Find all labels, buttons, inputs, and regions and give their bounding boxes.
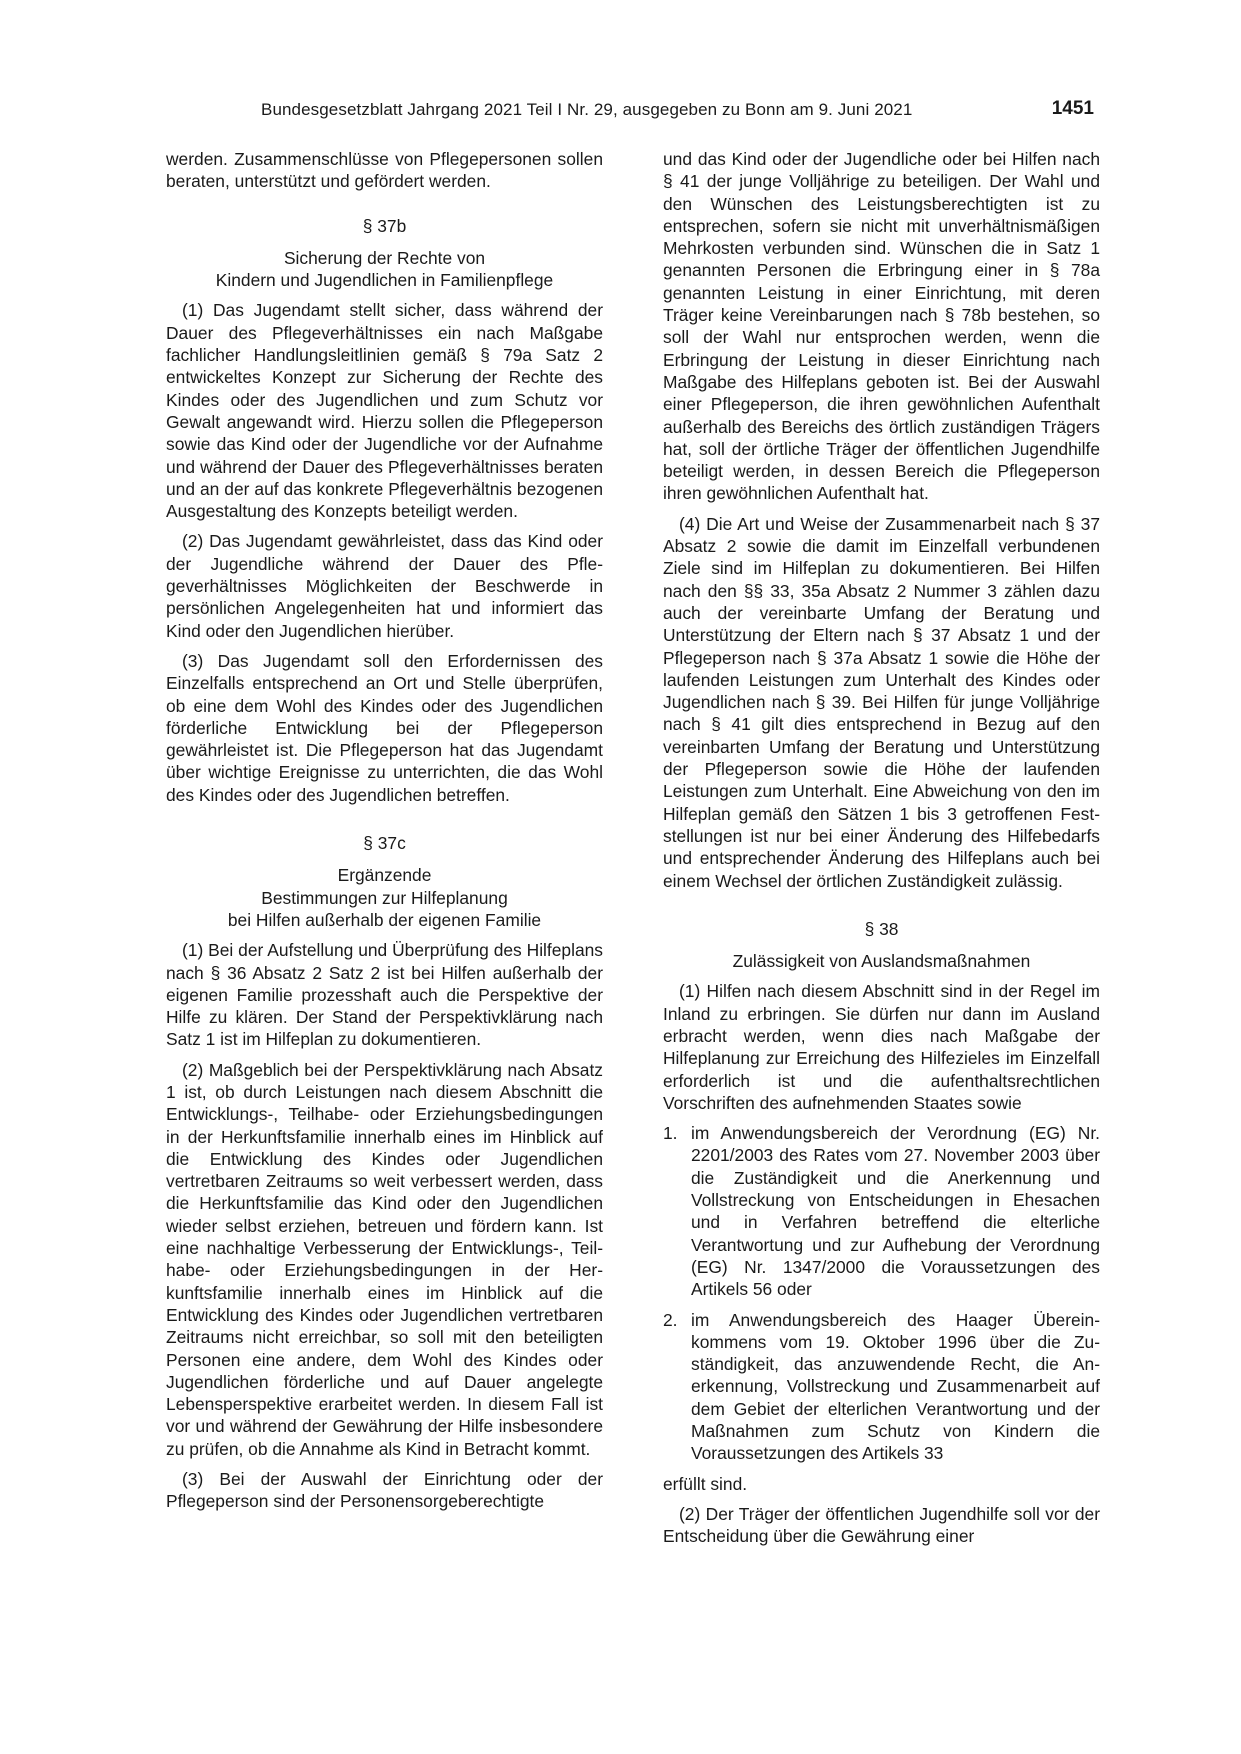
left-column	[166, 148, 603, 1521]
list-number: 2.	[663, 1309, 678, 1330]
section-title-line: Ergänzende	[337, 865, 432, 886]
closing-line: erfüllt sind.	[663, 1473, 748, 1494]
list-text: im Anwendungsbereich des Haager Übereinkommens vom 19. Oktober 1996 über die Zuständigkeit, das anzuwendende Recht, die Anerkennung, Vollstreckung und Zusammenarbeit auf dem Gebiet der elterlichen Verantwortung und der Maßnahmen zum Schutz von Kindern die Voraussetzungen des Artikels 33	[691, 1309, 1100, 1464]
page-header	[166, 98, 1094, 128]
paragraph: (2) Das Jugendamt gewährleistet, dass das Kind oder der Jugendliche während der Dauer des Pflegeverhältnisses Möglichkeiten der Beschwerde in persönlichen Angelegenheiten hat und informiert das Kind oder den Jugendlichen hierüber.	[166, 531, 603, 641]
paragraph: (1) Bei der Aufstellung und Überprüfung des Hilfeplans nach § 36 Absatz 2 Satz 2 ist bei Hilfen außerhalb der eigenen Familie prozesshaft auch die Perspektive der Hilfe zu klären. Der Stand der Perspektivklärung nach Satz 1 ist im Hilfeplan zu dokumentieren.	[166, 940, 603, 1050]
section-number: § 38	[864, 918, 899, 939]
section-number: § 37c	[363, 833, 406, 854]
paragraph-continuation: und das Kind oder der Jugendliche oder bei Hilfen nach § 41 der junge Volljährige zu beteiligen. Der Wahl und den Wünschen des Leistungsberechtigten ist zu entsprechen, sofern sie nicht mit unverhältnismäßigen Mehrkosten verbunden sind. Wünschen die in Satz 1 genannten Personen die Erbringung einer in § 78a genannten Leistung in einer Einrichtung, mit deren Träger keine Vereinbarungen nach § 78b bestehen, so soll der Wahl nur entsprochen werden, wenn die Erbringung der Leistung in dieser Einrichtung nach Maßgabe des Hilfeplans geboten ist. Bei der Auswahl einer Pflegeperson, die ihren gewöhnlichen Aufenthalt außerhalb des Bereichs des örtlich zuständigen Trägers hat, soll der örtliche Träger der öffentlichen Jugendhilfe beteiligt werden, in dessen Bereich die Pflegeperson ihren gewöhnlichen Aufenthalt hat.	[663, 149, 1100, 504]
page-number: 1451	[1051, 98, 1094, 119]
paragraph: (1) Hilfen nach diesem Abschnitt sind in der Regel im Inland zu erbringen. Sie dürfen nur dann im Ausland erbracht werden, wenn dies nach Maßgabe der Hilfeplanung zur Erreichung des Hilfezieles im Einzelfall erforderlich ist und die aufenthaltsrechtlichen Vorschriften des aufnehmenden Staates sowie	[663, 981, 1100, 1113]
section-title-line: Kindern und Jugendlichen in Familienpflege	[215, 270, 554, 291]
right-column	[663, 148, 1100, 1556]
section-title	[166, 247, 603, 292]
paragraph: (1) Das Jugendamt stellt sicher, dass während der Dauer des Pflegeverhältnisses ein nach Maßgabe fachlicher Handlungsleitlinien gemäß § 79a Satz 2 entwickeltes Konzept zur Sicherung der Rechte des Kindes oder des Jugendlichen und zum Schutz vor Gewalt angewandt wird. Hierzu sollen die Pflegeperson sowie das Kind oder der Jugendliche vor der Aufnahme und während der Dauer des Pflegeverhältnisses beraten und an der auf das konkrete Pflegeverhältnis bezogenen Ausgestaltung des Konzepts beteiligt werden.	[166, 300, 603, 522]
section-title-line: bei Hilfen außerhalb der eigenen Familie	[227, 909, 542, 930]
paragraph: (2) Der Träger der öffentlichen Jugendhilfe soll vor der Entscheidung über die Gewährung einer	[663, 1503, 1100, 1547]
section-title-line: Bestimmungen zur Hilfeplanung	[261, 887, 508, 908]
section-title-line: Sicherung der Rechte von	[283, 247, 486, 268]
section-title	[166, 864, 603, 931]
section-title: Zulässigkeit von Auslandsmaßnahmen	[732, 951, 1031, 972]
paragraph: (4) Die Art und Weise der Zusammenarbeit nach § 37 Absatz 2 sowie die damit im Einzelfall verbundenen Ziele sind im Hilfeplan zu dokumentieren. Bei Hilfen nach den §§ 33, 35a Absatz 2 Nummer 3 zählen dazu auch der vereinbarte Umfang der Beratung und Unterstützung der Eltern nach § 37 Absatz 1 und der Pflegeperson nach § 37a Absatz 1 sowie die Höhe der laufenden Leistungen zum Unterhalt des Kindes oder Jugendlichen nach § 39. Bei Hilfen für junge Volljährige nach § 41 gilt dies entsprechend in Bezug auf den vereinbarten Umfang der Beratung und Unterstützung der Pflegeperson sowie die Höhe der laufenden Leistungen zum Unterhalt. Eine Abweichung von den im Hilfeplan gemäß den Sätzen 1 bis 3 getroffenen Feststellungen ist nur bei einer Änderung des Hilfebedarfs und entsprechender Änderung des Hilfeplans auch bei einem Wechsel der örtlichen Zuständigkeit zulässig.	[663, 513, 1100, 891]
running-title: Bundesgesetzblatt Jahrgang 2021 Teil I Nr. 29, ausgegeben zu Bonn am 9. Juni 2021	[261, 100, 913, 119]
list-item	[663, 1122, 1100, 1300]
paragraph: (2) Maßgeblich bei der Perspektivklärung nach Absatz 1 ist, ob durch Leistungen nach diesem Abschnitt die Entwicklungs-, Teilhabe- oder Erziehungsbedingungen in der Herkunftsfamilie innerhalb eines im Hinblick auf die Entwicklung des Kindes oder Jugendlichen vertretbaren Zeitraums so weit verbessert werden, dass die Herkunftsfamilie das Kind oder den Jugendlichen wieder selbst erziehen, betreuen und fördern kann. Ist eine nachhaltige Verbesserung der Entwicklungs-, Teilhabe- oder Erziehungsbedingungen in der Herkunftsfamilie innerhalb eines im Hinblick auf die Entwicklung des Kindes oder Jugendlichen vertretbaren Zeitraums nicht erreichbar, so soll mit den beteiligten Personen eine andere, dem Wohl des Kindes oder Jugendlichen förderliche und auf Dauer angelegte Lebensperspektive erarbeitet werden. In diesem Fall ist vor und während der Gewährung der Hilfe insbesondere zu prüfen, ob die Annahme als Kind in Betracht kommt.	[166, 1059, 603, 1459]
list-item	[663, 1309, 1100, 1465]
paragraph: (3) Bei der Auswahl der Einrichtung oder der Pflegeperson sind der Personensorgeberechtigte	[166, 1469, 603, 1512]
paragraph: (3) Das Jugendamt soll den Erfordernissen des Einzelfalls entsprechend an Ort und Stelle überprüfen, ob eine dem Wohl des Kindes oder des Jugendlichen förderliche Entwicklung bei der Pflegeperson gewährleistet ist. Die Pflegeperson hat das Jugendamt über wichtige Ereignisse zu unterrichten, die das Wohl des Kindes oder des Jugendlichen betreffen.	[166, 650, 603, 805]
list-number: 1.	[663, 1123, 678, 1144]
section-number: § 37b	[362, 215, 407, 236]
list-text: im Anwendungsbereich der Verordnung (EG) Nr. 2201/2003 des Rates vom 27. November 2003 über die Zuständigkeit und die Anerkennung und Vollstreckung von Entscheidungen in Ehesachen und in Verfahren betreffend die elterliche Verantwortung und zur Aufhebung der Verordnung (EG) Nr. 1347/2000 die Voraussetzungen des Artikels 56 oder	[691, 1123, 1100, 1300]
paragraph-continuation: werden. Zusammenschlüsse von Pflegepersonen sollen beraten, unterstützt und gefördert werden.	[166, 149, 603, 192]
